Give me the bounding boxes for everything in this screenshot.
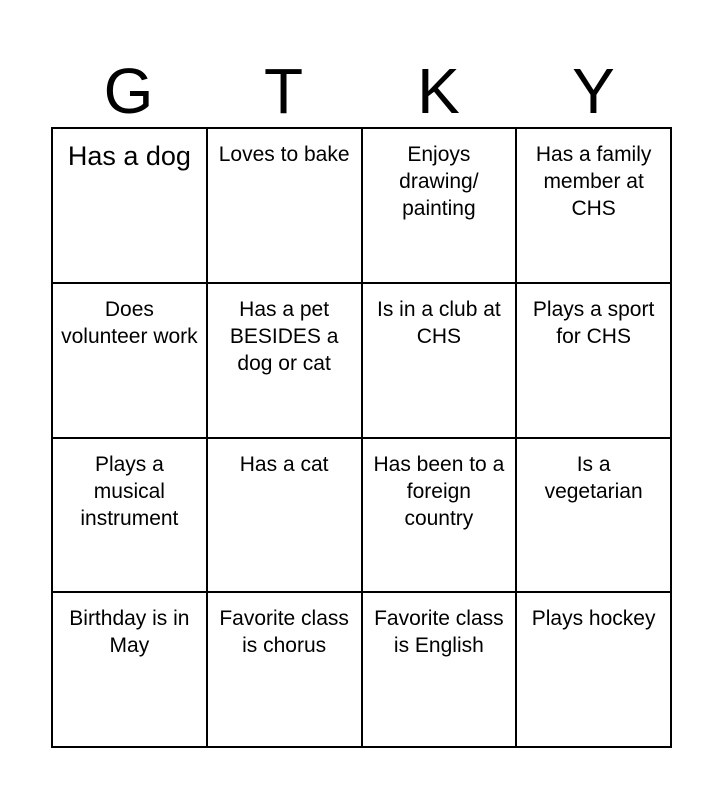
bingo-cell[interactable]: Plays a sport for CHS: [517, 284, 672, 439]
bingo-header: [51, 55, 671, 127]
header-letter-t: T: [263, 55, 304, 127]
bingo-cell[interactable]: Favorite class is English: [363, 593, 518, 748]
header-letter-k: K: [417, 55, 460, 127]
header-letter-y: Y: [572, 55, 615, 127]
bingo-cell[interactable]: Plays hockey: [517, 593, 672, 748]
bingo-cell[interactable]: Has a cat: [208, 439, 363, 594]
bingo-cell[interactable]: Favorite class is chorus: [208, 593, 363, 748]
header-letter-g: G: [103, 55, 154, 127]
bingo-cell[interactable]: Does volunteer work: [53, 284, 208, 439]
bingo-cell[interactable]: Has a dog: [53, 129, 208, 284]
bingo-cell[interactable]: Has a family member at CHS: [517, 129, 672, 284]
bingo-cell[interactable]: Enjoys drawing/ painting: [363, 129, 518, 284]
bingo-cell[interactable]: Is in a club at CHS: [363, 284, 518, 439]
bingo-cell[interactable]: Plays a musical instrument: [53, 439, 208, 594]
bingo-cell[interactable]: Has a pet BESIDES a dog or cat: [208, 284, 363, 439]
bingo-cell[interactable]: Birthday is in May: [53, 593, 208, 748]
bingo-cell[interactable]: Has been to a foreign country: [363, 439, 518, 594]
bingo-cell[interactable]: Loves to bake: [208, 129, 363, 284]
bingo-cell[interactable]: Is a vegetarian: [517, 439, 672, 594]
bingo-board: [51, 127, 672, 748]
